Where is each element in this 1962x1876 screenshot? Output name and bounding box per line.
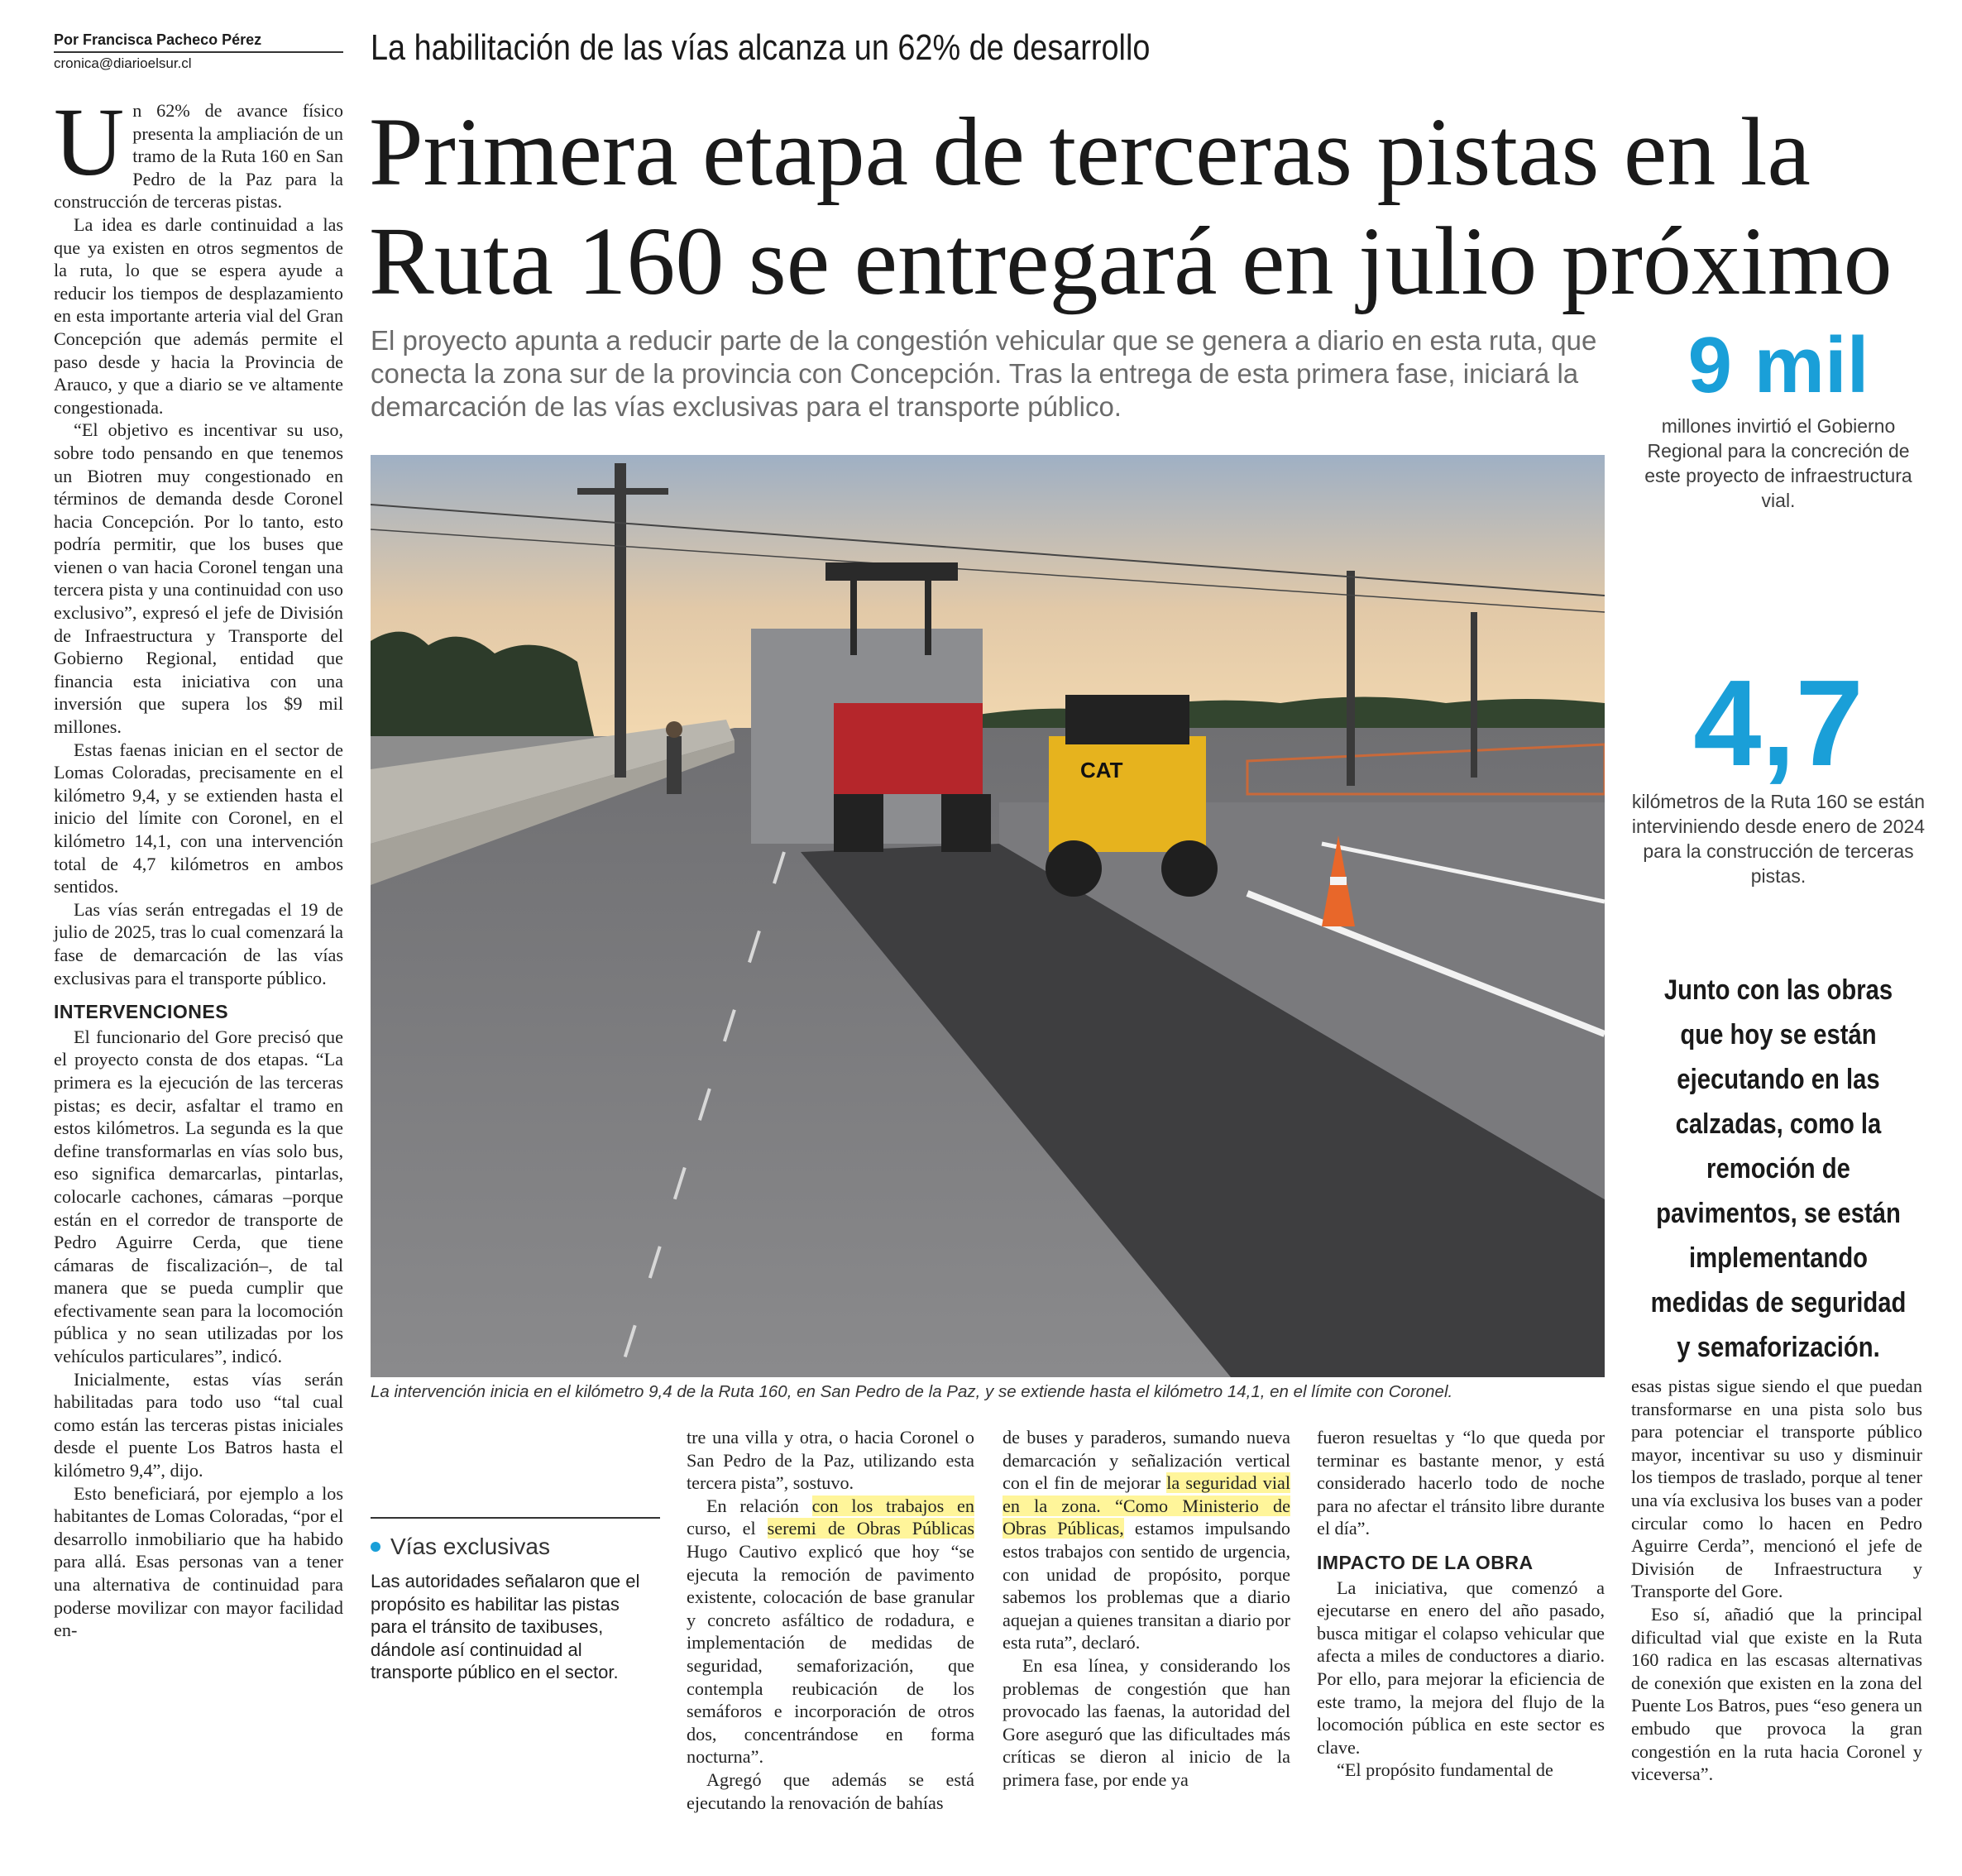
highlighted-text: seremi de Obras Públicas xyxy=(767,1518,974,1539)
stat-number: 4,7 xyxy=(1693,655,1864,792)
body-column-1 xyxy=(54,88,343,1642)
paragraph: de buses y paraderos, sumando nueva demarcación y señalización vertical con el fin de mejorar la seguridad vial en la zona. “Como Ministerio de Obras Públicas, estamos impulsando estos trabajos con sentido de urgencia, con unidad de propósito, porque sabemos los problemas que a diario aquejan a quienes transitan a diario por esta ruta”, declaró. xyxy=(1003,1427,1290,1653)
utility-pole xyxy=(1347,571,1355,786)
body-column-5 xyxy=(1631,1375,1922,1786)
stat-description: kilómetros de la Ruta 160 se están interviniendo desde enero de 2024 para la construcción de terceras pistas. xyxy=(1631,791,1926,887)
headline: Primera etapa de terceras pistas en la Ruta 160 se entregará en julio próximo xyxy=(369,98,1893,315)
machine-canopy xyxy=(825,562,958,581)
photo-caption: La intervención inicia en el kilómetro 9,4 de la Ruta 160, en San Pedro de la Paz, y se extiende hasta el kilómetro 14,1, en el límite con Coronel. xyxy=(371,1382,1453,1401)
paragraph: n 62% de avance físico presenta la ampliación de un tramo de la Ruta 160 en San Pedro de la Paz para la construcción de terceras pistas. xyxy=(54,100,343,213)
paragraph: Las vías serán entregadas el 19 de julio de 2025, tras lo cual comenzará la fase de demarcación de las vías exclusivas para el transporte público. xyxy=(54,898,343,988)
dropcap: U xyxy=(54,88,125,196)
dek: El proyecto apunta a reducir parte de la congestión vehicular que se genera a diario en esta ruta, que conecta la zona sur de la provincia con Concepción. Tras la entrega de esta primera fase, iniciará la demarcación de las vías exclusivas para el transporte público. xyxy=(371,325,1597,422)
paragraph: Estas faenas inician en el sector de Lomas Coloradas, precisamente en el kilómetro 9,4, y se extienden hasta el inicio del límite con Coronel, en el kilómetro 14,1, con una intervención total de 4,7 kilómetros en ambos sentidos. xyxy=(54,739,343,897)
paragraph: “El objetivo es incentivar su uso, sobre todo pensando en que tenemos un Biotren muy congestionado en términos de demanda desde Coronel hacia Concepción. Por lo tanto, esto podría permitir, que los buses que vienen o van hacia Coronel tengan una tercera pista y una continuidad con uso exclusivo”, expresó el jefe de División de Infraestructura y Transporte del Gobierno Regional, entidad que financia esta iniciativa con una inversión que supera los $9 mil millones. xyxy=(54,419,343,738)
road-works-photo xyxy=(371,455,1605,1377)
paragraph: La idea es darle continuidad a las que ya existen en otros segmentos de la ruta, lo que se espera ayude a reducir los tiempos de desplazamiento en esta importante arteria vial del Gran Concepción que además permite el paso desde y hacia la Provincia de Arauco, y que a diario se ve altamente congestionada. xyxy=(54,213,343,418)
worker xyxy=(667,736,682,794)
paragraph: En relación con los trabajos en curso, el seremi de Obras Públicas Hugo Cautivo explicó que hoy “se ejecuta la remoción de pavimento existente, colocación de base granular y concreto asfáltico de rodadura, e implementación de medidas de seguridad, semaforización, que contempla reubicación de los semáforos e incorporación de otros dos, concentrándose en forma nocturna”. xyxy=(687,1495,974,1768)
skid-steer-loader xyxy=(1049,736,1206,852)
sidebar-box-title xyxy=(371,1532,660,1562)
vehicle-label: CAT xyxy=(1080,758,1123,782)
paragraph: En esa línea, y considerando los problemas de congestión que han provocado las faenas, la autoridad del Gore aseguró que las dificultades más críticas se dieron al inicio de la primera fase, por ende ya xyxy=(1003,1654,1290,1790)
sidebar-box-body: Las autoridades señalaron que el propósito es habilitar las pistas para el tránsito de taxibuses, dándole así continuidad al transporte público en el sector. xyxy=(371,1571,640,1682)
paragraph: Esto beneficiará, por ejemplo a los habitantes de Lomas Coloradas, “por el desarrollo inmobiliario que ha habido para allá. Esas personas van a tener una alternativa de continuidad para poderse movilizar con mayor facilidad en- xyxy=(54,1482,343,1641)
sidebar-box xyxy=(371,1517,660,1684)
stat-kilometers xyxy=(1621,655,1936,888)
byline xyxy=(54,30,343,74)
paragraph: Eso sí, añadió que la principal dificultad vial que existe en la Ruta 160 radica en las escasas alternativas de conexión que existen en la zona del Puente Los Batros, pues “eso genera un embudo que provoca la gran congestión en la ruta hacia Coronel y viceversa”. xyxy=(1631,1603,1922,1785)
highlighted-text: con los trabajos en xyxy=(811,1495,974,1516)
body-column-2 xyxy=(687,1426,974,1814)
stat-number: 9 mil xyxy=(1687,321,1869,409)
photo-illustration xyxy=(371,455,1605,1377)
paragraph: esas pistas sigue siendo el que puedan transformarse en una pista solo bus para potenciar el transporte público mayor, incentivar su uso y disminuir los tiempos de traslado, porque al tener una vía exclusiva los buses van a poder circular como lo hacen en Pedro Aguirre Cerda”, mencionó el jefe de División de Infraestructura y Transporte del Gore. xyxy=(1631,1376,1922,1602)
paragraph: El funcionario del Gore precisó que el proyecto consta de dos etapas. “La primera es la ejecución de las terceras pistas; es decir, asfaltar el tramo en estos kilómetros. La segunda es la que define transformarlas en vías solo bus, eso significa demarcarlas, pintarlas, colocarle cachones, cámaras –porque están en el corredor de transporte de Pedro Aguirre Cerda, que tiene cámaras de fiscalización–, de tal manera que se pueda cumplir que efectivamente sean para la locomoción pública y no sean utilizadas por los vehículos particulares”, indicó. xyxy=(54,1026,343,1367)
paragraph: tre una villa y otra, o hacia Coronel o San Pedro de la Paz, utilizando esta tercera pista”, sostuvo. xyxy=(687,1427,974,1494)
utility-pole xyxy=(615,463,626,778)
paragraph: La iniciativa, que comenzó a ejecutarse en enero del año pasado, busca mitigar el colapso vehicular que afecta a miles de conductores a diario. Por ello, para mejorar la eficiencia de este tramo, la mejora del flujo de la locomoción pública en este sector es clave. xyxy=(1317,1577,1605,1758)
stat-investment xyxy=(1621,323,1936,513)
pull-quote: Junto con las obras que hoy se están ejecutando en las calzadas, como la remoción de pavimentos, se están implementando medidas de seguridad y semaforización. xyxy=(1650,974,1907,1363)
author-name: Por Francisca Pacheco Pérez xyxy=(54,30,343,53)
sidebar-box-title-text: Vías exclusivas xyxy=(390,1534,550,1559)
utility-pole xyxy=(1471,612,1477,778)
paragraph: fueron resueltas y “lo que queda por terminar es bastante menor, y está considerado hacerlo todo de noche para no afectar el tránsito libre durante el día”. xyxy=(1317,1427,1605,1539)
author-email[interactable]: cronica@diarioelsur.cl xyxy=(54,55,192,71)
subhead-impacto: IMPACTO DE LA OBRA xyxy=(1317,1551,1534,1573)
paragraph: “El propósito fundamental de xyxy=(1337,1759,1553,1781)
bullet-icon xyxy=(371,1542,380,1552)
subhead-intervenciones: INTERVENCIONES xyxy=(54,1001,229,1023)
kicker: La habilitación de las vías alcanza un 62% de desarrollo xyxy=(371,27,1151,68)
body-column-4 xyxy=(1317,1426,1605,1782)
paragraph: Agregó que además se está ejecutando la renovación de bahías xyxy=(687,1768,974,1813)
paragraph: Inicialmente, estas vías serán habilitadas para todo uso “tal cual como están las terceras pistas iniciales desde el puente Los Batros hasta el kilómetro 9,4”, dijo. xyxy=(54,1368,343,1481)
body-column-3 xyxy=(1003,1426,1290,1792)
highlighted-text: la seguridad vial en la zona. “Como Ministerio de Obras Públicas, xyxy=(1003,1472,1290,1539)
stat-description: millones invirtió el Gobierno Regional para la concreción de este proyecto de infraestructura vial. xyxy=(1644,415,1912,511)
